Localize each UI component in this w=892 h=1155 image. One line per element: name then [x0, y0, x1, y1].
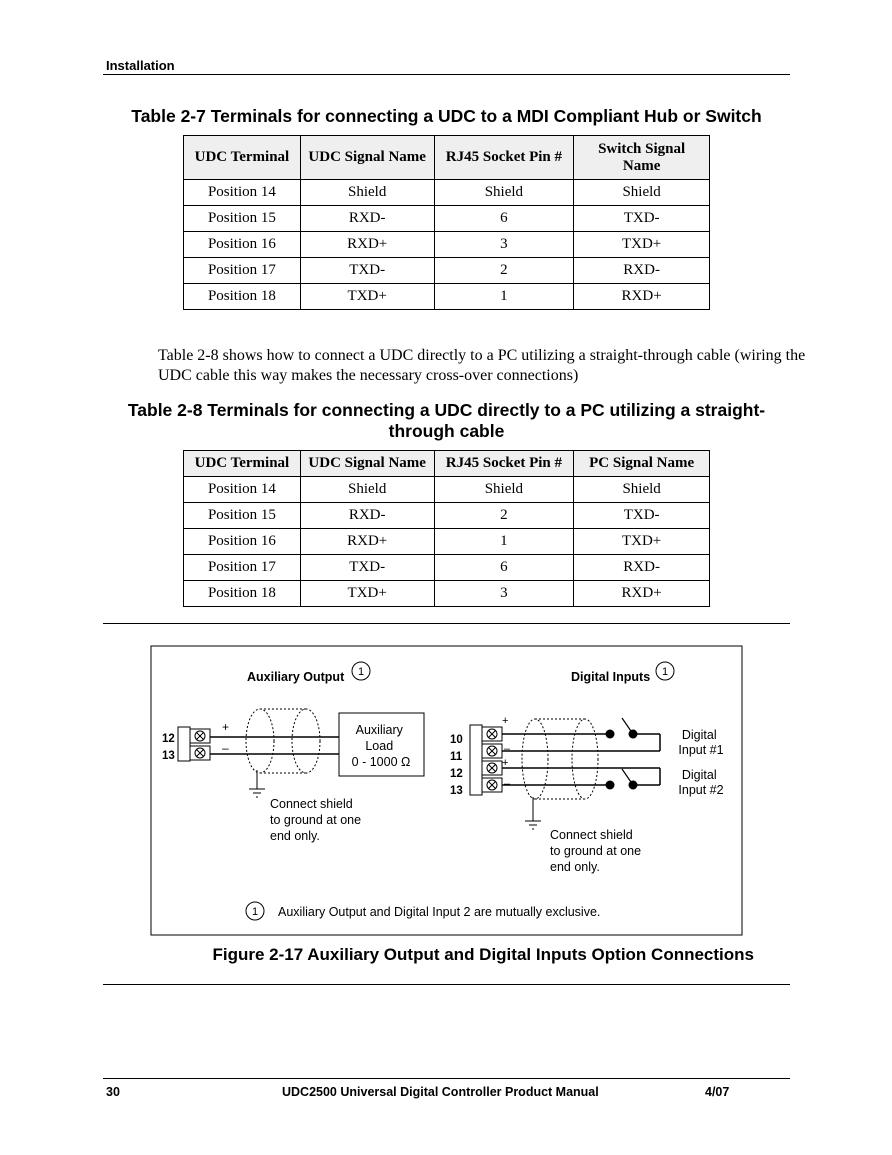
polarity-mark: –: [504, 778, 511, 790]
table-cell: 6: [434, 555, 574, 581]
figure-caption: Figure 2-17 Auxiliary Output and Digital Inputs Option Connections: [212, 945, 754, 964]
table-cell: TXD-: [574, 206, 710, 232]
table-cell: RXD+: [300, 529, 434, 555]
table-cell: Shield: [574, 477, 710, 503]
table2-title: Table 2-8 Terminals for connecting a UDC directly to a PC utilizing a straight-through cable: [127, 400, 766, 441]
table-cell: 3: [434, 581, 574, 607]
table-cell: RXD-: [300, 206, 434, 232]
terminal-label: 13: [450, 785, 463, 797]
table-cell: Shield: [434, 477, 574, 503]
table2-header-cell: PC Signal Name: [574, 451, 710, 477]
polarity-mark: +: [502, 757, 509, 769]
table2-header-cell: UDC Signal Name: [300, 451, 434, 477]
table-cell: 2: [434, 503, 574, 529]
table-cell: Shield: [574, 180, 710, 206]
table-cell: Position 17: [184, 258, 301, 284]
table-cell: RXD+: [300, 232, 434, 258]
aux-shield-note: Connect shield to ground at one end only.: [270, 797, 362, 843]
table1-header-cell: UDC Signal Name: [300, 136, 434, 180]
footer-date: 4/07: [705, 1085, 730, 1099]
terminal-label: 12: [162, 733, 175, 745]
section-header: Installation: [106, 58, 175, 73]
table2: [183, 450, 710, 607]
footer-title: UDC2500 Universal Digital Controller Product Manual: [282, 1085, 599, 1099]
polarity-mark: +: [502, 715, 509, 727]
table2-header-cell: RJ45 Socket Pin #: [434, 451, 574, 477]
table-cell: TXD-: [300, 555, 434, 581]
terminal-label: 11: [450, 751, 463, 763]
table-cell: RXD+: [574, 284, 710, 310]
footer-rule: [103, 1078, 790, 1079]
terminal-label: 12: [450, 768, 463, 780]
table-cell: RXD-: [574, 258, 710, 284]
digital-input-2-label: Digital Input #2: [678, 768, 724, 797]
table-cell: TXD+: [574, 232, 710, 258]
svg-text:1: 1: [251, 906, 259, 918]
terminal-label: 13: [162, 750, 175, 762]
table-cell: 2: [434, 258, 574, 284]
table-row: [184, 284, 710, 310]
aux-output-title: Auxiliary Output: [247, 670, 345, 684]
table-cell: Shield: [300, 180, 434, 206]
table-cell: RXD+: [574, 581, 710, 607]
digital-shield-note: Connect shield to ground at one end only.: [550, 828, 642, 874]
figure-divider: [103, 984, 790, 985]
table1-header-cell: RJ45 Socket Pin #: [434, 136, 574, 180]
table-row: [184, 503, 710, 529]
table-cell: Position 16: [184, 529, 301, 555]
table-row: [184, 529, 710, 555]
digital-input-1-label: Digital Input #1: [678, 728, 724, 757]
table-cell: Position 15: [184, 206, 301, 232]
table-cell: TXD+: [300, 581, 434, 607]
svg-text:1: 1: [357, 666, 365, 678]
table-cell: Position 14: [184, 180, 301, 206]
table-row: [184, 180, 710, 206]
table-cell: RXD-: [300, 503, 434, 529]
table-row: [184, 258, 710, 284]
polarity-mark: +: [222, 720, 230, 734]
svg-text:1: 1: [661, 666, 669, 678]
table-cell: Position 18: [184, 581, 301, 607]
figure-footnote: Auxiliary Output and Digital Input 2 are mutually exclusive.: [278, 905, 601, 919]
table-cell: TXD-: [300, 258, 434, 284]
table-row: [184, 555, 710, 581]
table-cell: TXD-: [574, 503, 710, 529]
header-rule: [103, 74, 790, 75]
wiring-diagram: [150, 645, 743, 937]
table-cell: 3: [434, 232, 574, 258]
table-row: [184, 206, 710, 232]
table1: [183, 135, 710, 310]
table-cell: Shield: [434, 180, 574, 206]
section-divider: [103, 623, 790, 624]
page-number: 30: [106, 1085, 120, 1099]
polarity-mark: –: [222, 741, 229, 755]
table-row: [184, 232, 710, 258]
table1-header-cell: Switch Signal Name: [574, 136, 710, 180]
digital-inputs-title: Digital Inputs: [571, 670, 651, 684]
table-row: [184, 581, 710, 607]
table-cell: Shield: [300, 477, 434, 503]
table-cell: 1: [434, 284, 574, 310]
table1-header-cell: UDC Terminal: [184, 136, 301, 180]
polarity-mark: –: [504, 743, 511, 755]
table-cell: TXD+: [574, 529, 710, 555]
table-row: [184, 477, 710, 503]
diagram-frame: [151, 646, 742, 935]
table-cell: 6: [434, 206, 574, 232]
table-cell: Position 18: [184, 284, 301, 310]
table-cell: Position 15: [184, 503, 301, 529]
table-cell: 1: [434, 529, 574, 555]
table2-header-cell: UDC Terminal: [184, 451, 301, 477]
table-cell: TXD+: [300, 284, 434, 310]
body-paragraph: Table 2-8 shows how to connect a UDC directly to a PC utilizing a straight-through cable (wiring the UDC cable this way makes the necessary cross-over connections): [158, 347, 806, 384]
table-cell: RXD-: [574, 555, 710, 581]
table1-title: Table 2-7 Terminals for connecting a UDC to a MDI Compliant Hub or Switch: [131, 106, 762, 126]
table-cell: Position 14: [184, 477, 301, 503]
auxiliary-load-label: Auxiliary Load 0 - 1000 Ω: [351, 723, 411, 769]
table-cell: Position 16: [184, 232, 301, 258]
table-cell: Position 17: [184, 555, 301, 581]
terminal-label: 10: [450, 734, 463, 746]
